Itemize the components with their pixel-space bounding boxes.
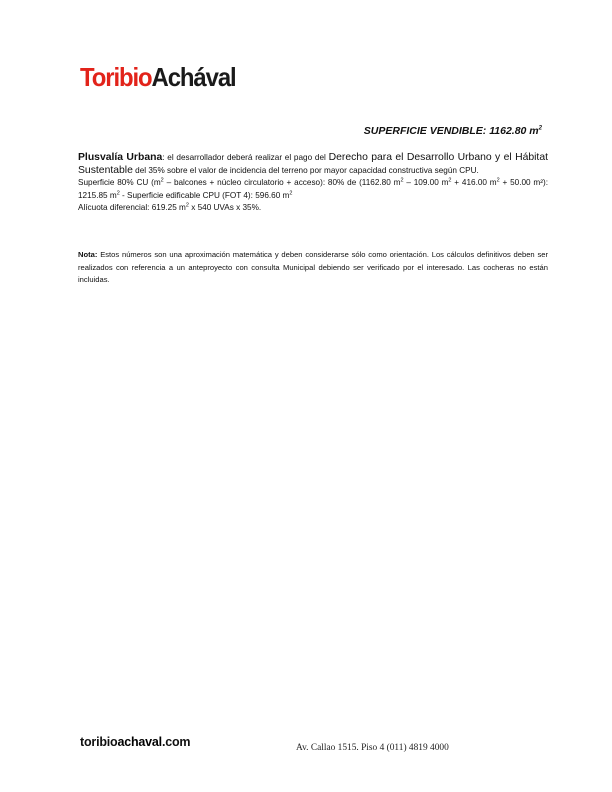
sup-4: 2 bbox=[496, 177, 500, 184]
plusvalia-text-b: Derecho para el Desarrollo Urbano y el Hábitat Sustentable bbox=[78, 152, 548, 176]
heading-sup: 2 bbox=[538, 125, 542, 132]
body-text bbox=[78, 152, 548, 215]
note-label: Nota: bbox=[78, 250, 98, 259]
logo-part-2: Achával bbox=[151, 62, 236, 92]
sup-6: 2 bbox=[289, 190, 293, 197]
sup-1: 2 bbox=[160, 177, 164, 184]
surface-text-c: – 109.00 m bbox=[403, 178, 449, 188]
plusvalia-paragraph bbox=[78, 152, 548, 177]
site-part-1: toribio bbox=[80, 735, 118, 749]
footer-address: Av. Callao 1515. Piso 4 (011) 4819 4000 bbox=[296, 743, 449, 753]
aliquot-text-b: x 540 UVAs x 35%. bbox=[188, 203, 262, 213]
note-text: Estos números son una aproximación matemática y deben considerarse sólo como orientación. Los cálculos definitivos deben ser realizados con referencia a un anteproyecto con consulta Municipal debiendo ser verificado por el interesado. Las cocheras no están incluidas. bbox=[78, 250, 548, 285]
surface-paragraph bbox=[78, 177, 548, 202]
plusvalia-label: Plusvalía Urbana bbox=[78, 152, 163, 163]
aliquot-paragraph bbox=[78, 202, 548, 215]
plusvalia-text-a: : el desarrollador deberá realizar el pago del bbox=[162, 153, 329, 162]
heading-text: SUPERFICIE VENDIBLE: 1162.80 m bbox=[363, 125, 539, 137]
company-logo bbox=[80, 64, 236, 90]
sup-7: 2 bbox=[185, 202, 189, 209]
logo-part-1: Toribio bbox=[80, 62, 152, 92]
saleable-area-heading bbox=[300, 125, 542, 137]
note-paragraph bbox=[78, 249, 548, 287]
plusvalia-text-c: del 35% sobre el valor de incidencia del terreno por mayor capacidad constructiva según CPU. bbox=[132, 165, 479, 175]
surface-text-f: - Superficie edificable CPU (FOT 4): 596.60 m bbox=[119, 190, 290, 200]
footer-website[interactable] bbox=[80, 735, 190, 749]
sup-5: 2 bbox=[116, 190, 120, 197]
surface-text-d: + 416.00 m bbox=[451, 178, 497, 188]
surface-text-a: Superficie 80% CU (m bbox=[78, 178, 161, 188]
site-part-3: .com bbox=[161, 735, 191, 749]
surface-text-e: + 50.00 m²): 1215.85 m bbox=[78, 178, 548, 200]
aliquot-text-a: Alícuota diferencial: 619.25 m bbox=[78, 203, 186, 213]
sup-3: 2 bbox=[448, 177, 452, 184]
sup-2: 2 bbox=[400, 177, 404, 184]
site-part-2: achaval bbox=[117, 735, 162, 749]
surface-text-b: – balcones + núcleo circulatorio + acceso): 80% de (1162.80 m bbox=[163, 178, 401, 188]
